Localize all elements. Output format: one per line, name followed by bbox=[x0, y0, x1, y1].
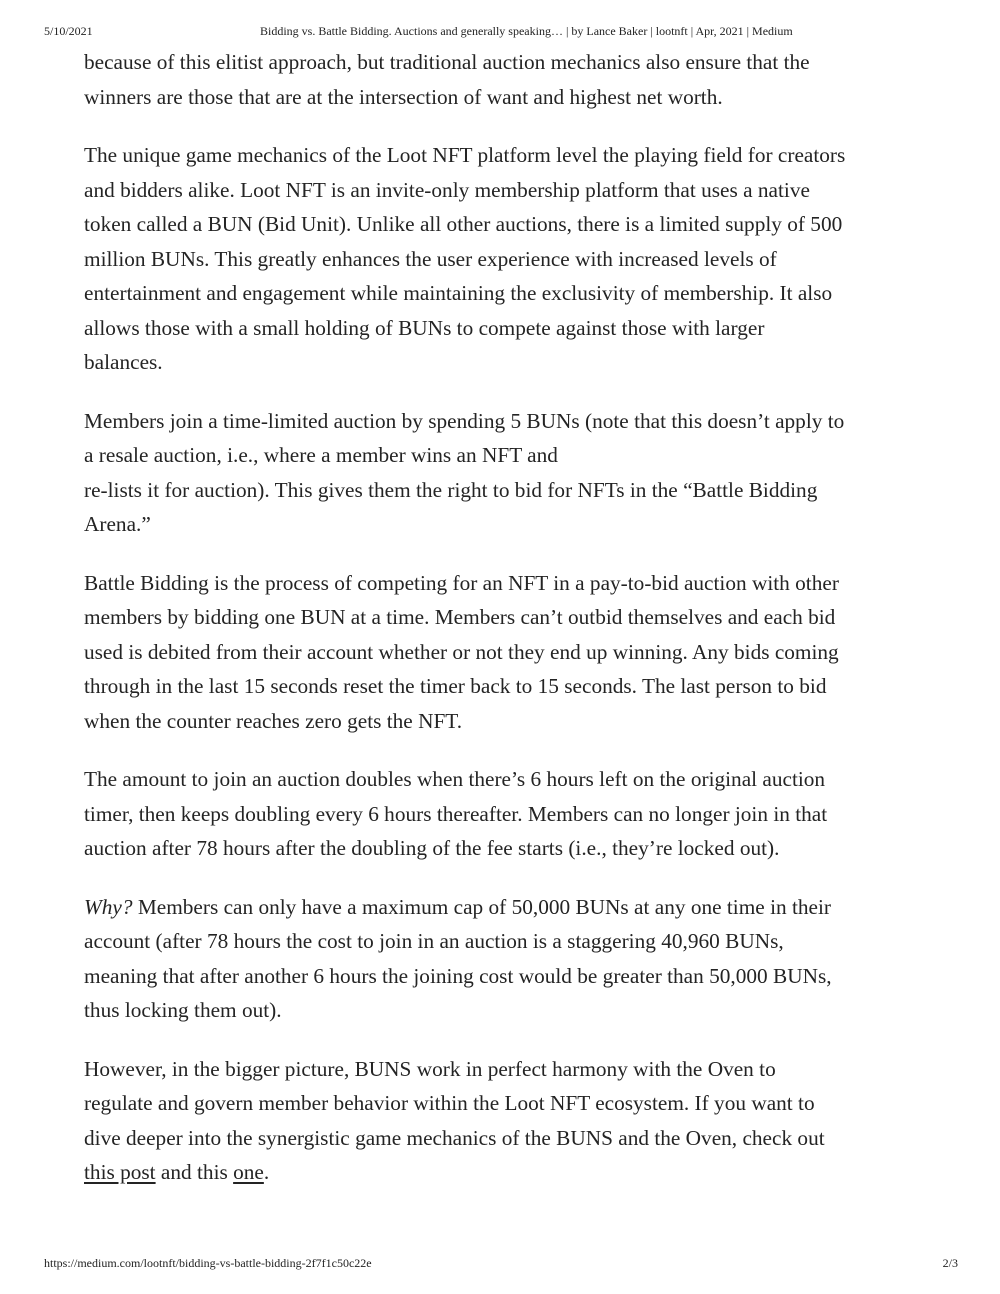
text-line: The unique game mechanics of the Loot NFT platform level the playing field for creators bbox=[84, 143, 846, 167]
text-line bbox=[84, 1155, 920, 1190]
text-line: members by bidding one BUN at a time. Members can’t outbid themselves and each bid bbox=[84, 605, 836, 629]
paragraph bbox=[84, 1052, 920, 1190]
text-line: used is debited from their account whether or not they end up winning. Any bids coming bbox=[84, 639, 839, 664]
text-line: Arena.” bbox=[84, 512, 151, 536]
text-line: because of this elitist approach, but traditional auction mechanics also ensure that the bbox=[84, 50, 810, 74]
text-line: dive deeper into the synergistic game mechanics of the BUNS and the Oven, check out bbox=[84, 1125, 825, 1150]
text-line: Battle Bidding is the process of competing for an NFT in a pay-to-bid auction with other bbox=[84, 570, 839, 595]
paragraph bbox=[84, 762, 920, 866]
text-line: The amount to join an auction doubles when there’s 6 hours left on the original auction bbox=[84, 767, 826, 791]
one-link[interactable]: one bbox=[233, 1160, 264, 1184]
text-line: million BUNs. This greatly enhances the user experience with increased levels of bbox=[84, 246, 777, 271]
print-date: 5/10/2021 bbox=[44, 24, 93, 38]
text-span: . bbox=[263, 1160, 270, 1184]
text-line: account (after 78 hours the cost to join in an auction is a staggering 40,960 BUNs, bbox=[84, 929, 784, 953]
paragraph bbox=[84, 566, 920, 739]
text-line: thus locking them out). bbox=[84, 998, 282, 1022]
text-line: balances. bbox=[84, 350, 163, 374]
print-url: https://medium.com/lootnft/bidding-vs-battle-bidding-2f7f1c50c22e bbox=[44, 1256, 372, 1270]
text-line: allows those with a small holding of BUNs to compete against those with larger bbox=[84, 315, 765, 340]
text-span: Members can only have a maximum cap of 50,000 BUNs at any one time in their bbox=[132, 894, 831, 919]
text-line: winners are those that are at the intersection of want and highest net worth. bbox=[84, 84, 723, 109]
text-line: re-lists it for auction). This gives them the right to bid for NFTs in the “Battle Bidding bbox=[84, 477, 818, 502]
page-number: 2/3 bbox=[942, 1256, 958, 1270]
text-line: when the counter reaches zero gets the NFT. bbox=[84, 708, 463, 733]
print-header bbox=[44, 24, 958, 40]
article-body bbox=[84, 45, 920, 1214]
this-post-link[interactable]: this post bbox=[84, 1160, 156, 1184]
text-line: meaning that after another 6 hours the joining cost would be greater than 50,000 BUNs, bbox=[84, 963, 832, 988]
text-line: through in the last 15 seconds reset the timer back to 15 seconds. The last person to bid bbox=[84, 674, 827, 698]
print-page-title: Bidding vs. Battle Bidding. Auctions and generally speaking… | by Lance Baker | lootnft | Apr, 2021 | Medium bbox=[260, 24, 793, 38]
text-line: a resale auction, i.e., where a member wins an NFT and bbox=[84, 443, 558, 467]
paragraph bbox=[84, 404, 920, 542]
text-line: auction after 78 hours after the doubling of the fee starts (i.e., they’re locked out). bbox=[84, 836, 780, 860]
text-line: regulate and govern member behavior within the Loot NFT ecosystem. If you want to bbox=[84, 1091, 815, 1115]
print-footer bbox=[44, 1256, 958, 1272]
text-line: Members join a time-limited auction by spending 5 BUNs (note that this doesn’t apply to bbox=[84, 408, 845, 433]
emphasis-why: Why? bbox=[84, 894, 133, 919]
paragraph bbox=[84, 890, 920, 1028]
text-line: and bidders alike. Loot NFT is an invite-only membership platform that uses a native bbox=[84, 177, 810, 202]
text-line: timer, then keeps doubling every 6 hours thereafter. Members can no longer join in that bbox=[84, 801, 828, 826]
text-line: However, in the bigger picture, BUNS work in perfect harmony with the Oven to bbox=[84, 1056, 776, 1081]
paragraph bbox=[84, 138, 920, 380]
text-line bbox=[84, 890, 920, 925]
text-line: token called a BUN (Bid Unit). Unlike all other auctions, there is a limited supply of 500 bbox=[84, 212, 843, 236]
text-span: and this bbox=[155, 1160, 234, 1184]
text-line: entertainment and engagement while maintaining the exclusivity of membership. It also bbox=[84, 281, 833, 305]
paragraph bbox=[84, 45, 920, 114]
